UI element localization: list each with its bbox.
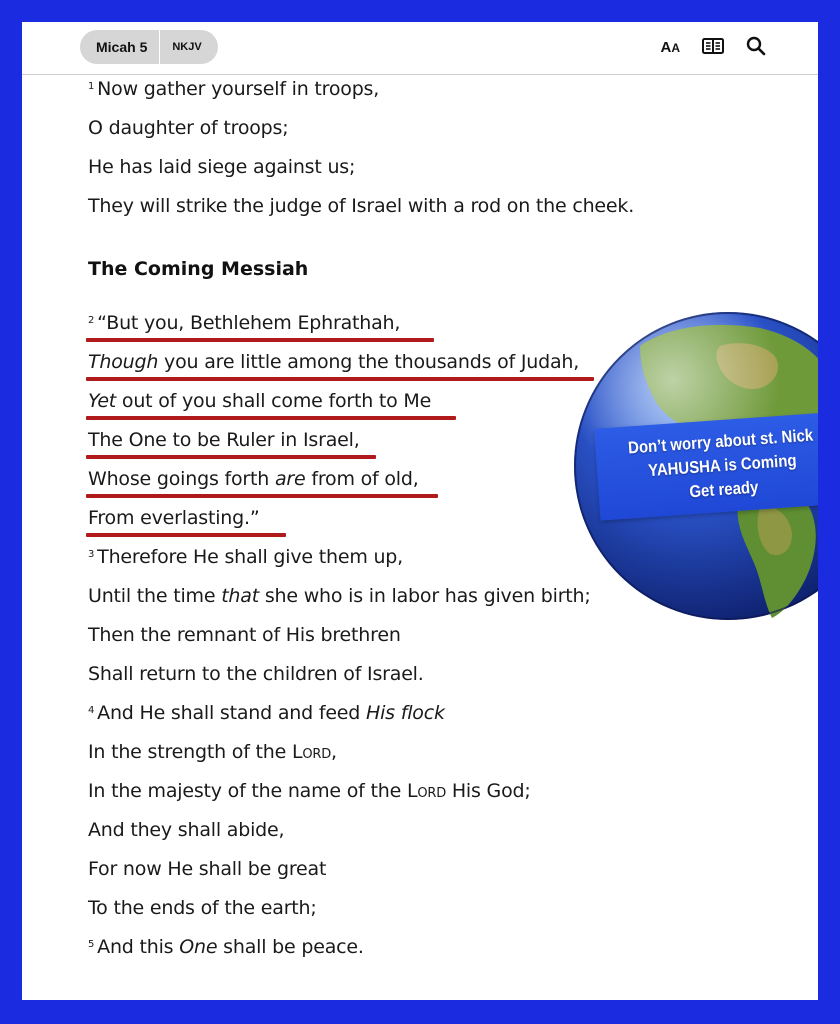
verse-text: , (331, 741, 337, 763)
verse-line: And they shall abide, (88, 819, 285, 841)
bible-reader-page (22, 22, 818, 1000)
italic-word: are (274, 468, 306, 490)
version-button[interactable]: NKJV (172, 41, 202, 53)
lord-small-caps: Lord (406, 780, 446, 802)
italic-word: Though (88, 351, 159, 373)
verse-line (88, 312, 400, 334)
verse-number: 4 (88, 705, 95, 716)
verse-line (88, 741, 337, 763)
verse-line: Then the remnant of His brethren (88, 624, 401, 646)
italic-word: His flock (366, 702, 445, 724)
toolbar (660, 36, 766, 60)
verse-text: she who is in labor has given birth; (258, 585, 591, 607)
text-size-small-label: A (671, 41, 680, 55)
text-size-big-label: A (660, 39, 672, 56)
verse-line (88, 780, 531, 802)
verse-text: And He shall stand and feed (97, 702, 366, 724)
verse-text: out of you shall come forth to Me (116, 390, 432, 412)
verse-text: And this (97, 936, 180, 958)
verse-line: He has laid siege against us; (88, 156, 356, 178)
verse-line: They will strike the judge of Israel with a rod on the cheek. (88, 195, 635, 217)
verse-line: The One to be Ruler in Israel, (88, 429, 360, 451)
verse-text: Whose goings forth (88, 468, 275, 490)
verse-line: Shall return to the children of Israel. (88, 663, 424, 685)
promo-banner (594, 411, 818, 520)
verse-line (88, 702, 445, 724)
verse-text: “But you, Bethlehem Ephrathah, (97, 312, 401, 334)
text-size-icon[interactable] (660, 40, 680, 56)
verse-text: Now gather yourself in troops, (97, 78, 380, 100)
verse-text: In the strength of the (88, 741, 292, 763)
banner-line-1: Don’t worry about st. Nick (627, 425, 814, 458)
chapter-version-selector[interactable] (80, 30, 218, 64)
verse-text: Therefore He shall give them up, (97, 546, 404, 568)
verse-number: 5 (88, 939, 95, 950)
section-heading: The Coming Messiah (88, 258, 309, 280)
verse-line (88, 468, 419, 490)
book-icon[interactable] (702, 38, 724, 58)
verse-line: From everlasting.” (88, 507, 260, 529)
verse-text: you are little among the thousands of Judah, (158, 351, 580, 373)
verse-line (88, 78, 379, 100)
verse-text: shall be peace. (217, 936, 364, 958)
chapter-button[interactable]: Micah 5 (80, 30, 160, 64)
lord-small-caps: Lord (291, 741, 332, 763)
red-underline (86, 494, 438, 498)
verse-number: 3 (88, 549, 95, 560)
verse-line (88, 546, 403, 568)
italic-word: One (179, 936, 218, 958)
verse-line: For now He shall be great (88, 858, 327, 880)
red-underline (86, 455, 376, 459)
verse-text: His God; (446, 780, 531, 802)
verse-number: 1 (88, 81, 95, 92)
verse-text: Until the time (88, 585, 222, 607)
verse-line: O daughter of troops; (88, 117, 289, 139)
verse-text: from of old, (305, 468, 419, 490)
italic-word: that (221, 585, 259, 607)
banner-line-3: Get ready (688, 477, 759, 502)
verse-number: 2 (88, 315, 95, 326)
verse-line (88, 390, 431, 412)
verse-line: To the ends of the earth; (88, 897, 317, 919)
verse-line (88, 585, 591, 607)
verse-line (88, 936, 364, 958)
italic-word: Yet (88, 390, 117, 412)
red-underline (86, 377, 594, 381)
red-underline (86, 533, 286, 537)
verse-line (88, 351, 579, 373)
red-underline (86, 338, 434, 342)
red-underline (86, 416, 456, 420)
verse-text: In the majesty of the name of the (88, 780, 407, 802)
banner-line-2: YAHUSHA is Coming (647, 450, 797, 481)
header-divider (22, 74, 818, 75)
search-icon[interactable] (746, 36, 766, 60)
